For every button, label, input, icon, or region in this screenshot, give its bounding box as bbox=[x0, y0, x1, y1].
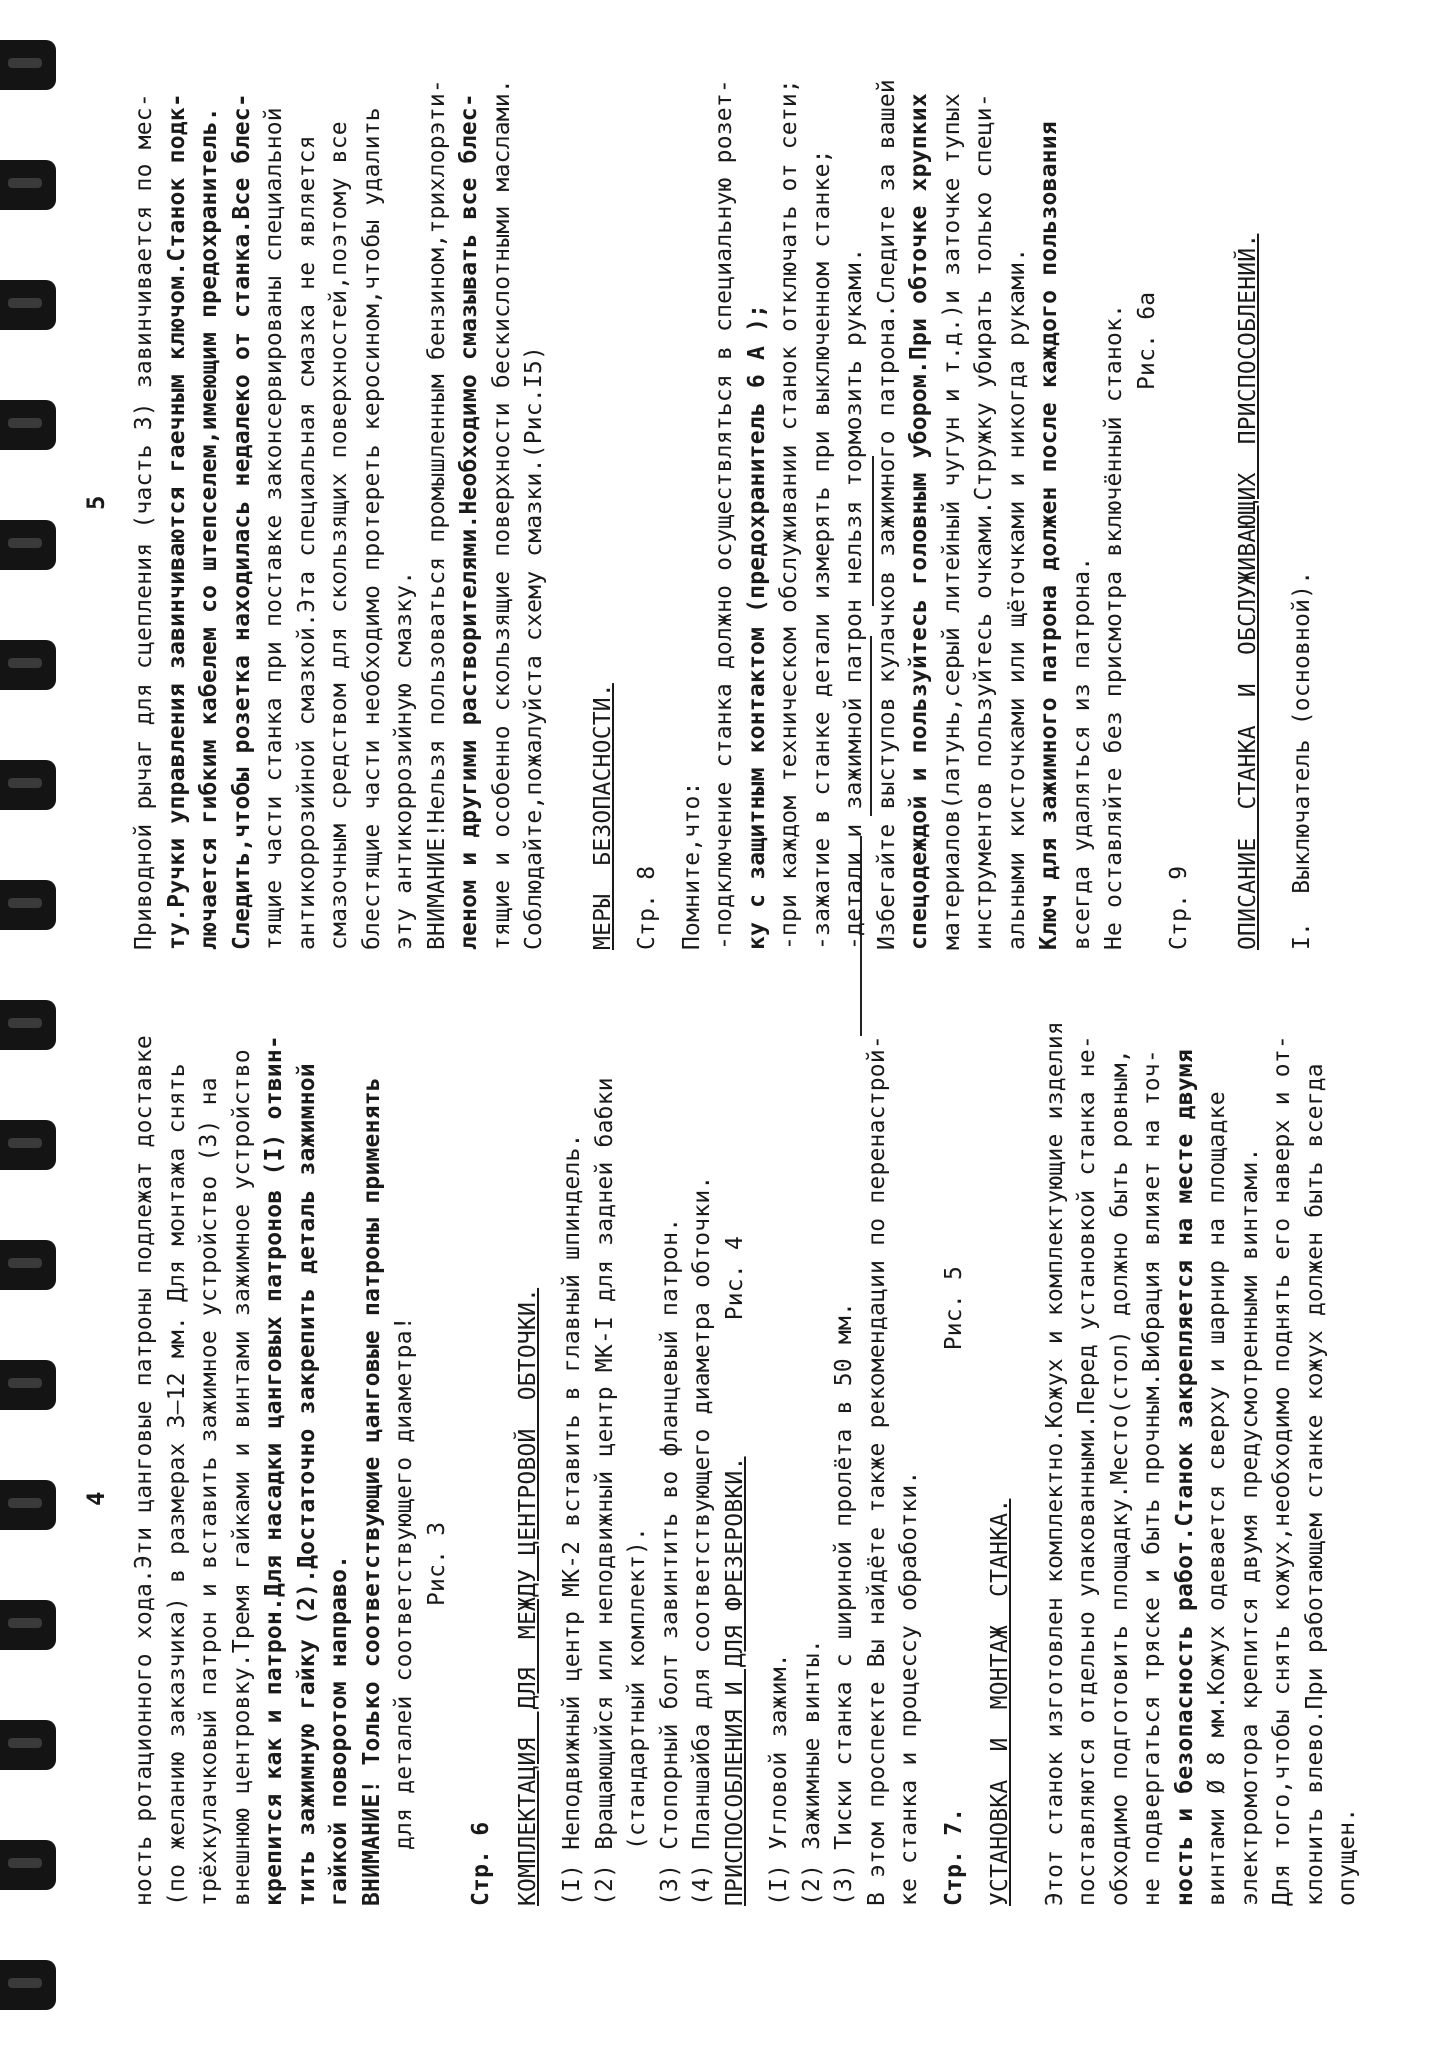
text-line: спецодеждой и пользуйтесь головным убором.При обточке хрупких bbox=[906, 93, 932, 950]
list-item: (2) Вращающийся или неподвижный центр МК-I для задней бабки bbox=[591, 1077, 618, 1906]
text-line: ту.Ручки управления завинчиваются гаечным ключом.Станок подк- bbox=[163, 93, 190, 950]
text-line: гайкой поворотом направо. bbox=[326, 1554, 352, 1906]
list-item: I. Выключатель (основной). bbox=[1289, 570, 1315, 950]
text-line: всегда удаляться из патрона. bbox=[1068, 556, 1095, 950]
list-item: -зажатие в станке детали измерять при выключенном станке; bbox=[808, 149, 835, 950]
text-line: винтами Ø 8 мм.Кожух одевается сверху и шарнир на площадке bbox=[1204, 1091, 1230, 1906]
text-line: материалов(латунь,серый литейный чугун и т.д.)и заточке тупых bbox=[938, 93, 965, 950]
list-item: (3) Стопорный болт завинтить во фланцевый патрон. bbox=[656, 1217, 683, 1906]
text-line: ность и безопасность работ.Станок закрепляется на месте двумя bbox=[1171, 1049, 1198, 1906]
page-ref-row bbox=[938, 1036, 971, 1906]
text-line: Избегайте выступов кулачков зажимного патрона.Следите за вашей bbox=[873, 79, 900, 950]
list-item: (I) Неподвижный центр МК-2 вставить в главный шпиндель. bbox=[559, 1133, 585, 1906]
list-item: -детали и зажимной патрон нельзя тормозить руками. bbox=[841, 247, 867, 950]
section-heading: УСТАНОВКА И МОНТАЖ СТАНКА. bbox=[987, 1498, 1013, 1906]
text-line: Ключ для зажимного патрона должен после каждого пользования bbox=[1036, 121, 1062, 950]
text-line: альными кисточками или щёточками и никогда руками. bbox=[1003, 247, 1030, 950]
list-item: (3) Тиски станка с шириной пролёта в 50 мм. bbox=[831, 1301, 857, 1906]
text-line: Этот станок изготовлен комплектно.Кожух и комплектующие изделия bbox=[1041, 1021, 1068, 1906]
list-item: (4) Планшайба для соответствующего диаметра обточки. bbox=[689, 1175, 715, 1906]
text-line: внешнюю центровку.Тремя гайками и винтами зажимное устройство bbox=[228, 1049, 255, 1906]
figure-caption: Рис. 3 bbox=[423, 1521, 450, 1606]
list-item: -подключение станка должно осуществляться в специальную розет- bbox=[711, 79, 737, 950]
text-line: В этом проспекте Вы найдёте также рекомендации по перенастрой- bbox=[863, 1035, 890, 1906]
left-page bbox=[0, 1021, 1446, 1976]
page-number: 5 bbox=[82, 495, 110, 510]
section-heading: ПРИСПОСОБЛЕНИЯ И ДЛЯ ФРЕЗЕРОВКИ. bbox=[721, 1456, 748, 1906]
text-line: Соблюдайте,пожалуйста схему смазки.(Рис.I5) bbox=[521, 345, 547, 950]
page-reference: Стр. 8 bbox=[634, 865, 660, 950]
list-item: ку с защитным контактом (предохранитель 6 А ); bbox=[743, 303, 770, 950]
section-heading: КОМПЛЕКТАЦИЯ ДЛЯ МЕЖДУ ЦЕНТРОВОЙ ОБТОЧКИ. bbox=[514, 1287, 541, 1906]
text-line: Приводной рычаг для сцепления (часть 3) завинчивается по мес- bbox=[131, 93, 157, 950]
text-line: Для того,чтобы снять кожух,необходимо поднять его наверх и от- bbox=[1269, 1035, 1295, 1906]
text-line: клонить влево.При работающем станке кожух должен быть всегда bbox=[1301, 1063, 1328, 1906]
text-line: трёхкулачковый патрон и вставить зажимное устройство (3) на bbox=[196, 1077, 222, 1906]
text-line: тящие части станка при поставке законсервированы специальной bbox=[261, 107, 287, 950]
text-line: не подвергаться тряске и быть прочным.Вибрация влияет на точ- bbox=[1139, 1049, 1165, 1906]
text-line: крепится как и патрон.Для насадки цанговых патронов (I) отвин- bbox=[261, 1035, 287, 1906]
text-line: тящие и особенно скользящие поверхности бескислотными маслами. bbox=[488, 79, 515, 950]
list-item: (2) Зажимные винты. bbox=[798, 1639, 825, 1906]
page-reference: Стр. 6 bbox=[468, 1821, 494, 1906]
text-line: (по желанию заказчика) в размерах 3–12 мм. Для монтажа снять bbox=[163, 1063, 190, 1906]
right-page bbox=[0, 60, 1446, 960]
text-line: Помните,что: bbox=[678, 781, 705, 950]
text-line: инструментов пользуйтесь очками.Стружку убирать только специ- bbox=[971, 93, 997, 950]
warning-text: ВНИМАНИЕ! Только соответствующие цанговые патроны применять bbox=[358, 1077, 385, 1906]
text-line: ность ротационного хода.Эти цанговые патроны подлежат доставке bbox=[131, 1035, 157, 1906]
list-item: (стандартный комплект). bbox=[624, 1526, 650, 1850]
right-page-text bbox=[128, 60, 1319, 960]
section-heading: МЕРЫ БЕЗОПАСНОСТИ. bbox=[589, 683, 616, 950]
text-line: лючается гибким кабелем со штепселем,имеющим предохранитель. bbox=[196, 107, 222, 950]
text-line: Следить,чтобы розетка находилась недалеко от станка.Все блес- bbox=[228, 93, 255, 950]
figure-caption: Рис. 4 bbox=[721, 1236, 748, 1321]
text-line: обходимо подготовить площадку.Место(стол) должно быть ровным, bbox=[1106, 1049, 1133, 1906]
section-heading: ОПИСАНИЕ СТАНКА И ОБСЛУЖИВАЮЩИХ ПРИСПОСОБЛЕНИЙ. bbox=[1234, 233, 1261, 950]
text-line: смазочным средством для скользящих поверхностей,поэтому все bbox=[326, 121, 352, 950]
figure-caption: Рис. 5 bbox=[940, 1266, 967, 1351]
text-line: блестящие части необходимо протереть керосином,чтобы удалить bbox=[358, 107, 385, 950]
warning-text: для деталей соответствующего диаметра! bbox=[391, 1316, 417, 1850]
text-line: опущен. bbox=[1334, 1807, 1360, 1906]
heading-row bbox=[719, 1036, 752, 1906]
left-page-text bbox=[128, 1021, 1364, 1976]
list-item: (I) Угловой зажим. bbox=[766, 1653, 792, 1906]
text-line: антикоррозийной смазкой.Эта специальная смазка не является bbox=[293, 135, 320, 950]
page-reference: Стр. 7. bbox=[940, 1807, 967, 1906]
figure-caption: Рис. 6а bbox=[1133, 291, 1160, 390]
text-line: эту антикоррозийную смазку. bbox=[391, 570, 417, 950]
warning-text: ВНИМАНИЕ!Нельзя пользоваться промышленным бензином,трихлорэти- bbox=[423, 79, 450, 950]
page-number: 4 bbox=[82, 1491, 110, 1506]
text-line: электромотора крепится двумя предусмотренными винтами. bbox=[1236, 1147, 1263, 1906]
text-line: ке станка и процессу обработки. bbox=[896, 1470, 922, 1906]
text-line: леном и другими растворителями.Необходимо смазывать все блес- bbox=[456, 93, 482, 950]
text-line: Не оставляйте без присмотра включённый станок. bbox=[1101, 303, 1127, 950]
text-line: тить зажимную гайку (2).Достаточно закрепить деталь зажимной bbox=[293, 1063, 320, 1906]
page-reference: Стр. 9 bbox=[1166, 865, 1192, 950]
text-line: поставляются отдельно упакованными.Перед установкой станка не- bbox=[1074, 1035, 1100, 1906]
list-item: -при каждом техническом обслуживании станок отключать от сети; bbox=[776, 79, 802, 950]
